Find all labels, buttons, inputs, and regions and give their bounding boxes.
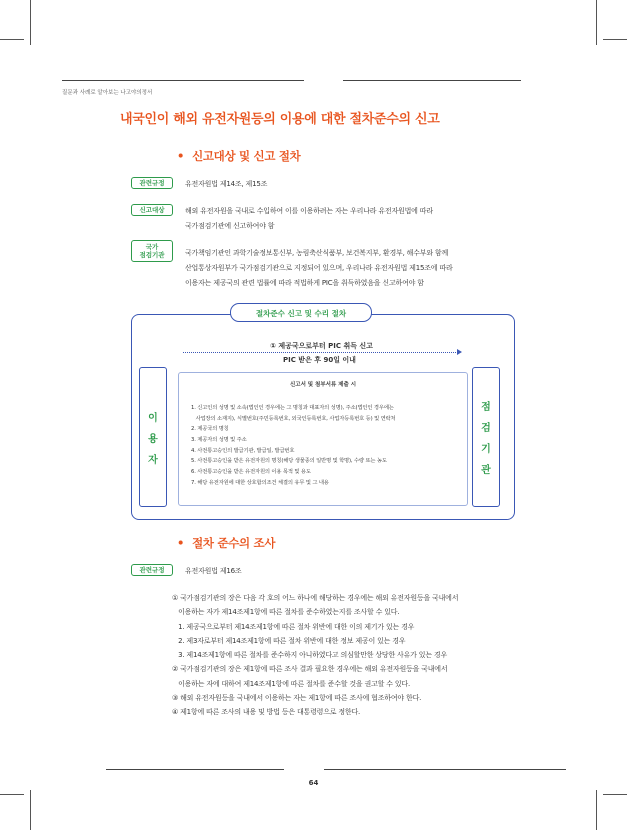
user-box: [139, 367, 167, 507]
body-line: 국가점검기관에 신고하여야 함: [185, 222, 275, 230]
flow-label: ① 제공국으로부터 PIC 취득 신고: [270, 342, 373, 350]
document-item: 5. 사전통고승인을 받은 유전자원의 명칭(해당 생물종의 일반명 및 학명), 수량 또는 농도: [191, 458, 387, 465]
body-line: 이용자는 제공국의 관련 법률에 따라 적법하게 PIC을 취득하였음을 신고하여야 함: [185, 279, 424, 287]
crop-mark: [603, 794, 627, 795]
crop-mark: [603, 39, 627, 40]
checkpoint-box: [472, 367, 500, 507]
clause-line: ④ 제1항에 따른 조사의 내용 및 방법 등은 대통령령으로 정한다.: [172, 708, 361, 717]
section-heading-text: 절차 준수의 조사: [192, 536, 276, 550]
law-reference: 유전자원법 제16조: [185, 567, 242, 575]
flow-deadline: PIC 받은 후 90일 이내: [283, 356, 356, 364]
clause-line: 이용하는 자에 대하여 제14조제1항에 따른 절차를 준수할 것을 권고할 수 있다.: [172, 679, 410, 688]
bullet-icon: •: [177, 149, 185, 163]
crop-mark: [0, 794, 24, 795]
investigation-clauses: [172, 593, 458, 722]
document-item: 1. 신고인의 성명 및 소속(법인인 경우에는 그 명칭과 대표자의 성명), 주소(법인인 경우에는: [191, 405, 394, 411]
clause-line: 1. 제공국으로부터 제14조제1항에 따른 절차 위반에 대한 이의 제기가 있는 경우: [172, 622, 415, 631]
clause-line: ① 국가점검기관의 장은 다음 각 호의 어느 하나에 해당하는 경우에는 해외 유전자원등을 국내에서: [172, 594, 459, 602]
tag-report-target: 신고대상: [131, 204, 173, 216]
tag-related-rule: 관련규정: [131, 177, 173, 189]
body-line: 산업통상자원부가 국가점검기관으로 지정되어 있으며, 우리나라 유전자원법 제15조에 따라: [185, 264, 453, 272]
tag-line: 국가: [145, 242, 159, 251]
document-item: 6. 사전통고승인을 받은 유전자원의 이용 목적 및 용도: [191, 469, 311, 476]
tag-line: 점검기관: [139, 251, 165, 259]
document-list-heading: 신고서 및 첨부서류 제출 시: [289, 382, 357, 388]
tag-checkpoint: [131, 240, 173, 262]
diagram-title: 절차준수 신고 및 수리 절차: [230, 303, 372, 322]
crop-mark: [30, 0, 31, 45]
section-heading: [177, 148, 300, 164]
footer-rule: [106, 769, 284, 770]
crop-mark: [596, 0, 597, 45]
clause-line: ② 국가점검기관의 장은 제1항에 따른 조사 결과 필요한 경우에는 해외 유전자원등을 국내에서: [172, 665, 448, 674]
user-char: 용: [148, 433, 158, 445]
clause-line: ③ 해외 유전자원등을 국내에서 이용하는 자는 제1항에 따른 조사에 협조하여야 한다.: [172, 694, 422, 703]
checkpoint-char: 기: [481, 444, 491, 455]
clause-line: 이용하는 자가 제14조제1항에 따른 절차를 준수하였는지를 조사할 수 있다.: [172, 608, 400, 617]
bullet-icon: •: [177, 536, 185, 550]
page-number: 64: [308, 779, 319, 787]
header-rule: [343, 80, 521, 81]
crop-mark: [0, 39, 24, 40]
tag-related-rule: 관련규정: [131, 564, 173, 576]
document-item: 사업장의 소재지), 식별번호(주민등록번호, 외국인등록번호, 사업자등록번호 등) 및 연락처: [191, 415, 396, 422]
header-rule: [62, 80, 304, 81]
footer-rule: [324, 769, 566, 770]
page-title: 내국인이 해외 유전자원등의 이용에 대한 절차준수의 신고: [120, 112, 440, 127]
section-heading: [177, 535, 275, 551]
user-char: 이: [148, 412, 158, 424]
body-line: 국가책임기관인 과학기술정보통신부, 농림축산식품부, 보건복지부, 환경부, 해수부와 함께: [185, 249, 449, 257]
document-item: 3. 제공자의 성명 및 주소: [191, 437, 247, 444]
checkpoint-char: 점: [481, 402, 491, 413]
law-reference: 유전자원법 제14조, 제15조: [185, 180, 268, 188]
document-list: [178, 372, 468, 506]
section-heading-text: 신고대상 및 신고 절차: [192, 149, 301, 163]
document-items: [191, 403, 396, 489]
clause-line: 3. 제14조제1항에 따른 절차를 준수하지 아니하였다고 의심할만한 상당한 사유가 있는 경우: [172, 651, 448, 660]
document-item: 2. 제공국의 명칭: [191, 426, 229, 433]
crop-mark: [596, 790, 597, 830]
document-item: 7. 해당 유전자원에 대한 상호합의조건 체결의 유무 및 그 내용: [191, 479, 329, 486]
flow-arrow: [183, 352, 458, 353]
clause-line: 2. 제3자로부터 제14조제1항에 따른 절차 위반에 대한 정보 제공이 있는 경우: [172, 636, 406, 645]
body-line: 해외 유전자원을 국내로 수입하여 이를 이용하려는 자는 우리나라 유전자원법에 따라: [185, 207, 433, 215]
running-head: 질문과 사례로 알아보는 나고야의정서: [62, 90, 153, 96]
crop-mark: [30, 790, 31, 830]
arrow-right-icon: [457, 349, 462, 355]
document-item: 4. 사전통고승인의 발급기관, 발급일, 발급번호: [191, 447, 295, 454]
checkpoint-char: 검: [481, 423, 491, 434]
checkpoint-char: 관: [481, 465, 491, 476]
user-char: 자: [148, 454, 158, 466]
